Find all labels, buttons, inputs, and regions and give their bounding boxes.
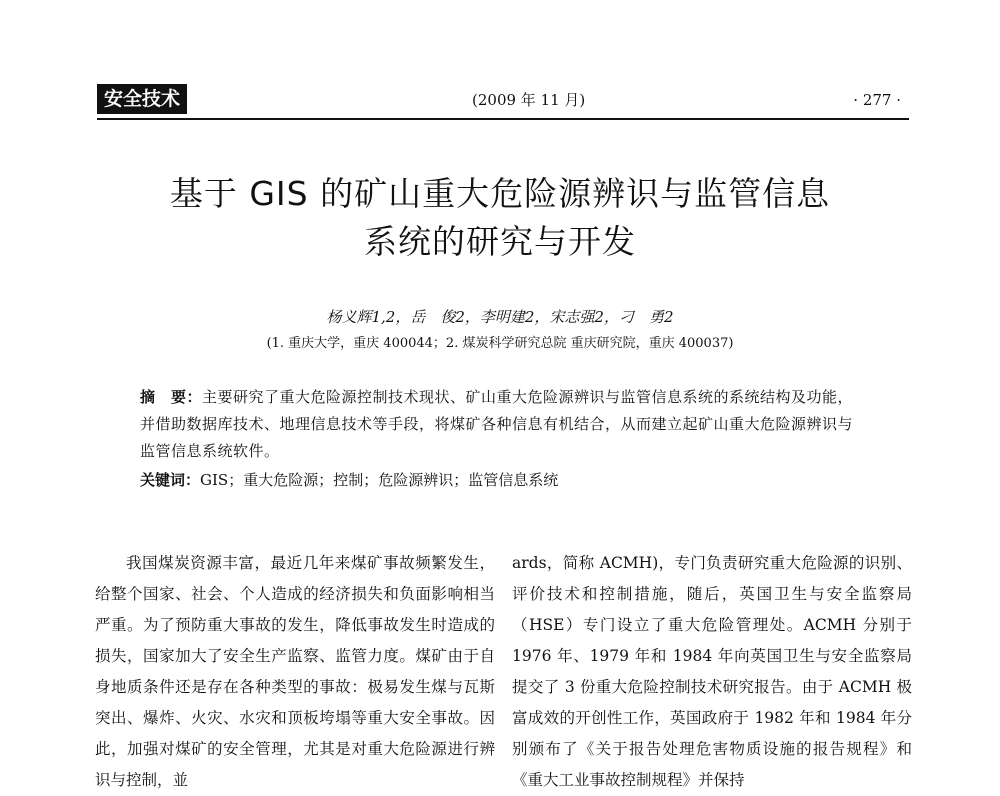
article-title xyxy=(80,170,920,266)
abstract-text: 主要研究了重大危险源控制技术现状、矿山重大危险源辨识与监管信息系统的系统结构及功能，并借助数据库技术、地理信息技术等手段，将煤矿各种信息有机结合，从而建立起矿山重大危险源辨识与监管信息系统软件。 xyxy=(140,388,854,460)
keywords-text: GIS；重大危险源；控制；危险源辨识；监管信息系统 xyxy=(200,471,559,489)
issue-date: (2009 年 11 月) xyxy=(472,91,586,109)
abstract xyxy=(140,384,865,465)
keywords-label: 关键词： xyxy=(140,471,201,489)
title-line-1: 基于 GIS 的矿山重大危险源辨识与监管信息 xyxy=(169,174,831,213)
body-left-column: 我国煤炭资源丰富，最近几年来煤矿事故频繁发生，给整个国家、社会、个人造成的经济损失和负面影响相当严重。为了预防重大事故的发生，降低事故发生时造成的损失，国家加大了安全生产监察、监管力度。煤矿由于自身地质条件还是存在各种类型的事故：极易发生煤与瓦斯突出、爆炸、火灾、水灾和顶板垮塌等重大安全事故。因此，加强对煤矿的安全管理，尤其是对重大危险源进行辨识与控制，並 xyxy=(95,554,495,789)
header-rule xyxy=(97,118,909,120)
authors: 杨义辉1,2，岳 俊2，李明建2，宋志强2，刁 勇2 xyxy=(326,308,674,326)
title-line-2: 系统的研究与开发 xyxy=(364,222,636,261)
keywords xyxy=(140,467,865,494)
section-tag: 安全技术 xyxy=(97,84,187,114)
abstract-label: 摘 要： xyxy=(140,388,203,406)
body-right-column: ards，简称 ACMH)，专门负责研究重大危险源的识别、评价技术和控制措施，随后，英国卫生与安全监察局（HSE）专门设立了重大危险管理处。ACMH 分别于 1976 年、1979 年和 1984 年向英国卫生与安全监察局提交了 3 份重大危险控制技术研究报告。由于 ACMH 极富成效的开创性工作，英国政府于 1982 年和 1984 年分别颁布了《关于报告处理危害物质设施的报告规程》和《重大工业事故控制规程》并保持 xyxy=(512,554,912,789)
page-number: · 277 · xyxy=(853,91,901,109)
page-header xyxy=(97,80,909,124)
affiliation: (1. 重庆大学，重庆 400044；2. 煤炭科学研究总院 重庆研究院，重庆 400037) xyxy=(266,336,734,351)
